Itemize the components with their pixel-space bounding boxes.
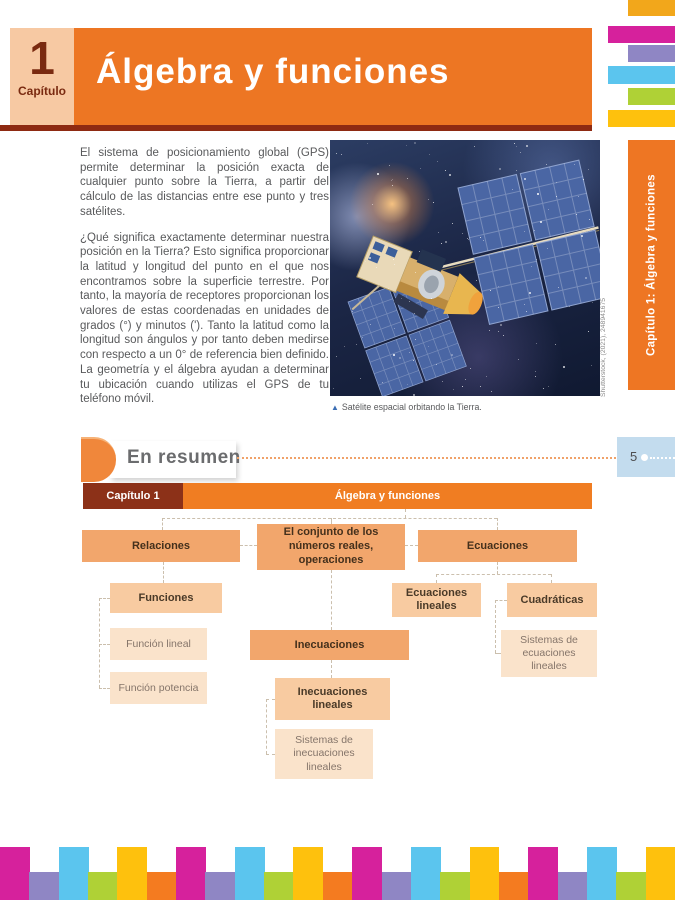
connector	[163, 562, 164, 583]
stripe-block	[88, 872, 118, 900]
caption-text: Satélite espacial orbitando la Tierra.	[341, 402, 482, 412]
star	[429, 154, 430, 155]
badge-dot	[641, 454, 648, 461]
map-node-funciones: Funciones	[110, 583, 222, 613]
star	[516, 170, 517, 171]
connector	[497, 518, 498, 530]
connector	[405, 545, 418, 546]
badge-dotted-line	[650, 457, 675, 459]
connector	[331, 660, 332, 678]
connector	[331, 570, 332, 630]
star	[537, 193, 539, 195]
section-heading: En resumen	[127, 447, 241, 468]
star	[436, 364, 437, 365]
star	[581, 235, 583, 237]
connector	[99, 598, 100, 688]
star	[476, 280, 477, 281]
star	[336, 153, 337, 154]
intro-text	[80, 146, 329, 418]
map-node-conjunto: El conjunto de los números reales, operaciones	[257, 524, 405, 570]
star	[462, 233, 463, 234]
connector	[99, 598, 110, 599]
stripe-block	[411, 847, 441, 900]
satellite-illustration	[330, 140, 600, 396]
star	[576, 214, 577, 215]
map-node-sistemas-ecuaciones: Sistemas de ecuaciones lineales	[501, 630, 597, 677]
star	[547, 248, 548, 249]
star	[360, 378, 361, 379]
caption-triangle-icon: ▲	[331, 403, 339, 412]
stripe-block	[29, 872, 59, 900]
stripe-block	[147, 872, 177, 900]
star	[498, 307, 499, 308]
star	[356, 344, 357, 345]
star	[526, 145, 528, 147]
chapter-number: 1	[29, 32, 55, 84]
magenta-tab	[608, 26, 675, 43]
star	[585, 277, 587, 279]
star	[442, 381, 443, 382]
stripe-block	[616, 872, 646, 900]
connector	[266, 754, 275, 755]
stripe-block	[0, 847, 30, 900]
star	[535, 371, 536, 372]
dotted-rule	[237, 457, 620, 459]
star	[462, 386, 463, 387]
stripe-block	[558, 872, 588, 900]
connector	[405, 509, 406, 518]
chapter-number-box	[10, 28, 74, 125]
page-number: 5	[630, 449, 638, 464]
star	[389, 165, 390, 166]
star	[394, 264, 395, 265]
star	[529, 292, 531, 294]
photo-credit: Shutterstock, (2021), 248941675	[600, 298, 607, 397]
connector	[266, 699, 267, 754]
intro-paragraph: El sistema de posicionamiento global (GPS) permite determinar la posición exacta de cualquier punto sobre la Tierra, a partir del cálculo de las distancias entre ese punto y tres satélites.	[80, 147, 329, 218]
star	[518, 359, 519, 360]
green-tab	[628, 88, 675, 105]
star	[589, 219, 590, 220]
map-node-cuadraticas: Cuadráticas	[507, 583, 597, 617]
yellow-tab	[608, 110, 675, 127]
star	[534, 230, 535, 231]
stripe-block	[382, 872, 412, 900]
stripe-block	[470, 847, 500, 900]
star	[438, 232, 439, 233]
map-node-relaciones: Relaciones	[82, 530, 240, 562]
connector	[551, 574, 552, 583]
sky-blue-tab	[608, 66, 675, 84]
stripe-block	[59, 847, 89, 900]
connector	[495, 600, 496, 653]
star	[401, 298, 402, 299]
map-node-sistemas-inecuaciones: Sistemas de inecuaciones lineales	[275, 729, 373, 779]
star	[415, 272, 416, 273]
purple-tab	[628, 45, 675, 62]
stripe-block	[264, 872, 294, 900]
star	[445, 241, 447, 243]
star	[483, 240, 484, 241]
figure-caption	[331, 402, 591, 412]
star	[500, 324, 502, 326]
star	[433, 202, 434, 203]
stripe-block	[440, 872, 470, 900]
connector	[436, 574, 551, 575]
connector	[436, 574, 437, 583]
stripe-block	[646, 847, 675, 900]
star	[548, 386, 549, 387]
star	[367, 143, 368, 144]
map-node-funcion-potencia: Función potencia	[110, 672, 207, 704]
star	[399, 357, 401, 359]
star	[588, 331, 589, 332]
chapter-title: Álgebra y funciones	[96, 52, 450, 91]
connector	[495, 600, 507, 601]
star	[394, 328, 395, 329]
star	[563, 366, 565, 368]
map-node-inecuaciones: Inecuaciones	[250, 630, 409, 660]
star	[377, 173, 379, 175]
stripe-block	[176, 847, 206, 900]
star	[574, 164, 575, 165]
intro-paragraph: ¿Qué significa exactamente determinar nuestra posición en la Tierra? Esto significa proporcionar la latitud y longitud del punto en el que nos encontramos sobre la superficie terrestre. Por tanto, la mayoría de receptores proporcionan los valores de estas coordenadas en unidades de grados (°) y minutos ('). Tanto la latitud como la longitud son ángulos y por tanto deben medirse con respecto a un 0° de referencia bien definido. La geometría y el álgebra ayudan a determinar tu ubicación cuando utilizas el GPS de tu teléfono móvil.	[80, 231, 329, 406]
stripe-block	[352, 847, 382, 900]
star	[524, 178, 526, 180]
connector	[266, 699, 275, 700]
star	[333, 388, 334, 389]
chapter-label: Capítulo	[18, 84, 66, 98]
star	[376, 267, 377, 268]
star	[555, 344, 556, 345]
side-chapter-tab-label: Capítulo 1: Álgebra y funciones	[645, 174, 658, 356]
stripe-block	[117, 847, 147, 900]
stripe-block	[235, 847, 265, 900]
map-node-ecuaciones: Ecuaciones	[418, 530, 577, 562]
connector	[99, 688, 110, 689]
stripe-block	[323, 872, 353, 900]
star	[556, 182, 557, 183]
map-header-title: Álgebra y funciones	[183, 483, 592, 509]
map-header-chapter: Capítulo 1	[83, 483, 183, 509]
connector	[99, 644, 110, 645]
map-node-funcion-lineal: Función lineal	[110, 628, 207, 660]
star	[437, 161, 438, 162]
star	[445, 170, 446, 171]
star	[388, 288, 389, 289]
satellite-photo	[330, 140, 600, 396]
page-number-badge	[617, 437, 675, 477]
star	[393, 259, 394, 260]
connector	[162, 518, 497, 519]
star	[413, 394, 415, 396]
stripe-block	[499, 872, 529, 900]
chapter-banner	[74, 28, 592, 125]
star	[409, 352, 410, 353]
stripe-block	[293, 847, 323, 900]
connector	[497, 562, 498, 574]
gold-tab	[628, 0, 675, 16]
connector	[240, 545, 257, 546]
banner-underline	[0, 125, 592, 131]
stripe-block	[205, 872, 235, 900]
map-node-inecuaciones-lineales: Inecuaciones lineales	[275, 678, 390, 720]
side-chapter-tab	[628, 140, 675, 390]
star	[441, 243, 442, 244]
stripe-block	[587, 847, 617, 900]
star	[392, 179, 393, 180]
star	[413, 360, 414, 361]
star	[498, 331, 499, 332]
map-node-ecuaciones-lineales: Ecuaciones lineales	[392, 583, 481, 617]
connector	[162, 518, 163, 530]
star	[512, 189, 513, 190]
star	[414, 142, 416, 144]
star	[352, 311, 353, 312]
star	[499, 168, 501, 170]
stripe-block	[528, 847, 558, 900]
star	[428, 346, 429, 347]
